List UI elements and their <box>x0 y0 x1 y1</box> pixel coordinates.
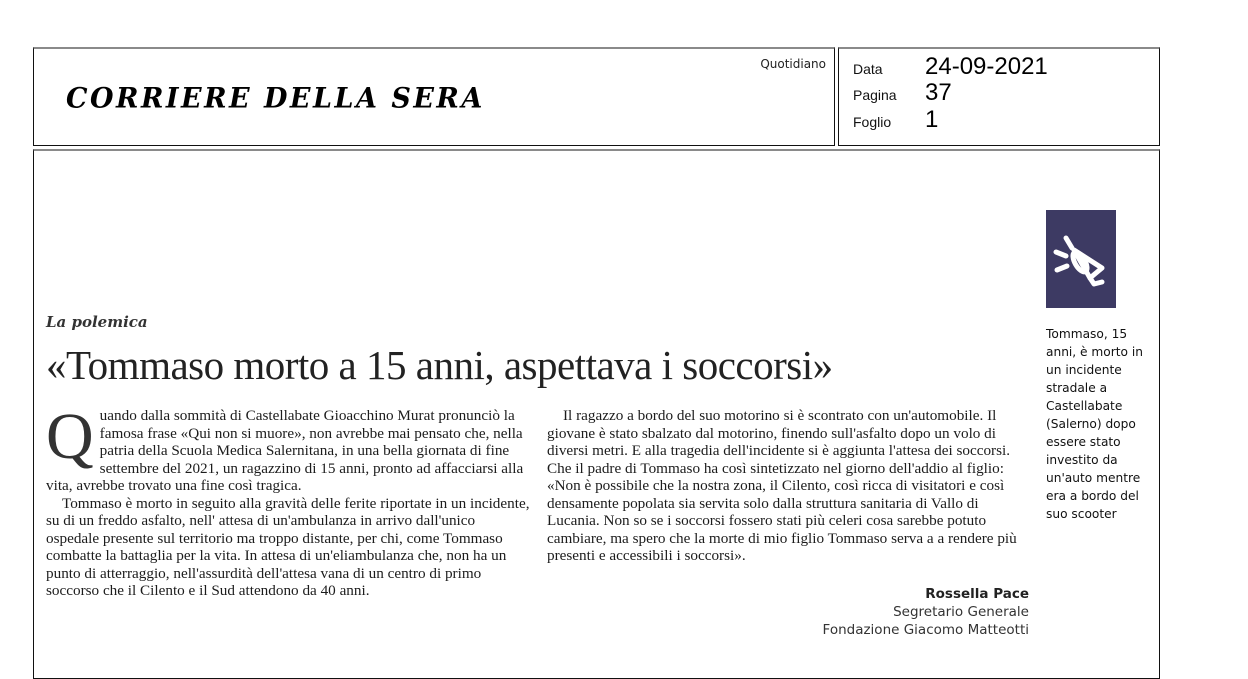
sheet-label: Foglio <box>853 114 892 130</box>
info-row-sheet <box>853 108 938 132</box>
masthead-logo: CORRIERE DELLA SERA <box>66 82 485 115</box>
page-label: Pagina <box>853 87 897 103</box>
sheet-value: 1 <box>925 106 939 133</box>
author-role: Segretario Generale <box>893 604 1029 620</box>
info-row-page <box>853 81 952 105</box>
info-row-date <box>853 55 1048 79</box>
author-name: Rossella Pace <box>925 586 1029 602</box>
masthead-box <box>33 47 835 146</box>
paragraph-2: Tommaso è morto in seguito alla gravità delle ferite riportate in un incidente, su di un freddo asfalto, nell' attesa di un'ambulanza in arrivo dall'unico ospedale presente sul territorio ma troppo distante, per chi, come Tommaso combatte la battaglia per la vita. In attesa di un'eliambulanza che, non ha un punto di atterraggio, nell'assurdità dell'attesa vana di un centro di primo soccorso che il Cilento e il Sud attendono da 40 anni. <box>46 494 530 599</box>
article-column-2 <box>547 407 1029 565</box>
dropcap: Q <box>46 400 94 473</box>
megaphone-icon <box>1046 210 1116 308</box>
paragraph-1 <box>46 400 532 495</box>
periodicity-label: Quotidiano <box>760 57 826 71</box>
paragraph-3: Il ragazzo a bordo del suo motorino si è scontrato con un'automobile. Il giovane è stato sbalzato dal motorino, finendo sull'asfalto dopo un volo di diversi metri. E alla tragedia dell'incidente si è aggiunta l'attesa dei soccorsi. Che il padre di Tommaso ha così sintetizzato nel giorno dell'addio al figlio: «Non è possibile che la nostra zona, il Cilento, così ricca di visitatori e così densamente popolata sia servita solo dalla struttura sanitaria di Vallo di Lucania. Non so se i soccorsi fossero stati più celeri cosa sarebbe potuto cambiare, ma spero che la morte di mio figlio Tommaso serva a a rendere più presenti e accessibili i soccorsi». <box>547 407 1017 564</box>
photo-caption: Tommaso, 15 anni, è morto in un incidente stradale a Castellabate (Salerno) dopo essere stato investito da un'auto mentre era a bordo del suo scooter <box>1046 327 1143 521</box>
article-box <box>33 149 1160 679</box>
article-kicker: La polemica <box>46 313 148 331</box>
page-value: 37 <box>925 79 952 106</box>
article-column-1 <box>46 400 532 600</box>
publication-info-box <box>838 47 1160 146</box>
date-label: Data <box>853 61 883 77</box>
article-signature <box>823 585 1029 639</box>
paragraph-1-text: uando dalla sommità di Castellabate Gioacchino Murat pronunciò la famosa frase «Qui non si muore», non avrebbe mai pensato che, nella patria della Scuola Medica Salernitana, in una bella giornata di fine settembre del 2021, un ragazzino di 15 anni, pronto ad affacciarsi alla vita, avrebbe trovato una fine così tragica. <box>46 407 524 494</box>
author-organization: Fondazione Giacomo Matteotti <box>822 622 1029 638</box>
date-value: 24-09-2021 <box>925 53 1048 80</box>
article-headline: «Tommaso morto a 15 anni, aspettava i soccorsi» <box>46 342 833 388</box>
